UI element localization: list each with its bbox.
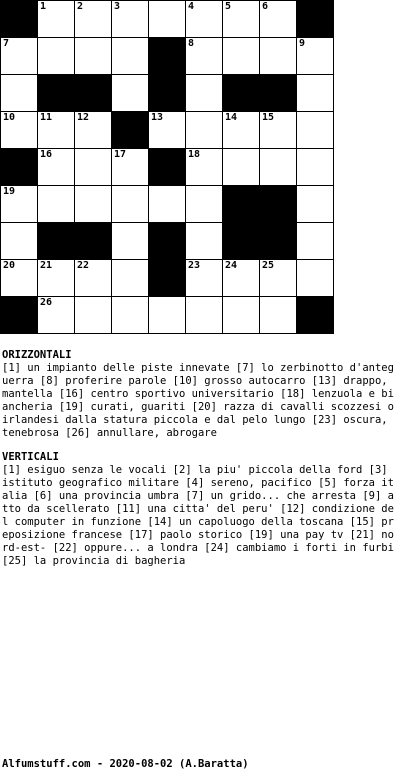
grid-cell[interactable] <box>222 296 260 334</box>
block-cell <box>148 222 186 260</box>
block-cell <box>296 0 334 38</box>
grid-cell[interactable] <box>222 37 260 75</box>
grid-cell[interactable] <box>111 185 149 223</box>
grid-cell[interactable] <box>37 185 75 223</box>
grid-cell[interactable] <box>222 148 260 186</box>
block-cell <box>111 111 149 149</box>
grid-cell[interactable] <box>111 74 149 112</box>
grid-cell[interactable] <box>74 111 112 149</box>
grid-cell[interactable] <box>0 259 38 297</box>
grid-cell[interactable] <box>111 37 149 75</box>
grid-cell[interactable] <box>296 111 334 149</box>
grid-cell[interactable] <box>0 222 38 260</box>
clue-number: 6 <box>262 1 269 12</box>
clue-number: 2 <box>77 1 84 12</box>
block-cell <box>296 296 334 334</box>
grid-cell[interactable] <box>185 185 223 223</box>
clue-number: 4 <box>188 1 195 12</box>
grid-cell[interactable] <box>148 111 186 149</box>
grid-cell[interactable] <box>74 148 112 186</box>
clue-number: 1 <box>40 1 47 12</box>
clue-number: 16 <box>40 149 53 160</box>
grid-cell[interactable] <box>259 259 297 297</box>
grid-cell[interactable] <box>74 296 112 334</box>
clue-number: 20 <box>3 260 16 271</box>
grid-cell[interactable] <box>296 148 334 186</box>
clue-number: 7 <box>3 38 10 49</box>
grid-cell[interactable] <box>0 37 38 75</box>
grid-cell[interactable] <box>296 259 334 297</box>
block-cell <box>74 74 112 112</box>
grid-cell[interactable] <box>37 296 75 334</box>
block-cell <box>37 222 75 260</box>
clue-number: 24 <box>225 260 238 271</box>
block-cell <box>259 74 297 112</box>
grid-cell[interactable] <box>37 111 75 149</box>
grid-cell[interactable] <box>37 148 75 186</box>
grid-cell[interactable] <box>185 0 223 38</box>
across-clues: [1] un impianto delle piste innevate [7] lo zerbinotto d'anteguerra [8] proferire parole [10] grosso autocarro [13] drappo, mantella [16] centro sportivo universitario [18] lenzuola e biancheria [19] curati, guariti [20] razza di cavalli scozzesi o irlandesi dalla statura piccola e dal pelo lungo [23] oscura, tenebrosa [26] annullare, abrogare <box>2 362 400 439</box>
grid-cell[interactable] <box>74 0 112 38</box>
grid-cell[interactable] <box>148 185 186 223</box>
grid-cell[interactable] <box>185 148 223 186</box>
grid-cell[interactable] <box>111 222 149 260</box>
block-cell <box>148 74 186 112</box>
clue-number: 3 <box>114 1 121 12</box>
grid-cell[interactable] <box>111 0 149 38</box>
block-cell <box>74 222 112 260</box>
clue-number: 13 <box>151 112 164 123</box>
grid-cell[interactable] <box>185 74 223 112</box>
grid-cell[interactable] <box>296 37 334 75</box>
clue-number: 9 <box>299 38 306 49</box>
grid-cell[interactable] <box>222 0 260 38</box>
block-cell <box>0 296 38 334</box>
clue-number: 11 <box>40 112 53 123</box>
grid-cell[interactable] <box>111 296 149 334</box>
clue-number: 18 <box>188 149 201 160</box>
grid-cell[interactable] <box>148 296 186 334</box>
grid-cell[interactable] <box>0 185 38 223</box>
clue-number: 14 <box>225 112 238 123</box>
grid-cell[interactable] <box>259 148 297 186</box>
grid-cell[interactable] <box>111 259 149 297</box>
grid-cell[interactable] <box>185 222 223 260</box>
clue-number: 25 <box>262 260 275 271</box>
block-cell <box>222 74 260 112</box>
grid-cell[interactable] <box>222 259 260 297</box>
clue-number: 23 <box>188 260 201 271</box>
clue-number: 12 <box>77 112 90 123</box>
grid-cell[interactable] <box>259 0 297 38</box>
grid-cell[interactable] <box>0 74 38 112</box>
grid-cell[interactable] <box>0 111 38 149</box>
clue-number: 26 <box>40 297 53 308</box>
block-cell <box>0 0 38 38</box>
grid-cell[interactable] <box>37 0 75 38</box>
grid-cell[interactable] <box>185 296 223 334</box>
down-clues: [1] esiguo senza le vocali [2] la piu' piccola della ford [3] istituto geografico militare [4] sereno, pacifico [5] forza italia [6] una provincia umbra [7] un grido... che arresta [9] atto da scellerato [11] una citta' del peru' [12] condizione del computer in funzione [14] un capoluogo della toscana [15] preposizione francese [17] paolo storico [19] una pay tv [21] nord-est- [22] oppure... a londra [24] cambiamo i forti in furbi [25] la provincia di bagheria <box>2 464 400 567</box>
block-cell <box>148 148 186 186</box>
block-cell <box>37 74 75 112</box>
clue-number: 5 <box>225 1 232 12</box>
clue-number: 17 <box>114 149 127 160</box>
grid-cell[interactable] <box>259 296 297 334</box>
grid-cell[interactable] <box>296 222 334 260</box>
footer-credit: Alfumstuff.com - 2020-08-02 (A.Baratta) <box>2 758 249 770</box>
grid-cell[interactable] <box>222 111 260 149</box>
clue-number: 19 <box>3 186 16 197</box>
grid-cell[interactable] <box>148 0 186 38</box>
grid-cell[interactable] <box>74 259 112 297</box>
grid-cell[interactable] <box>74 185 112 223</box>
clue-number: 21 <box>40 260 53 271</box>
grid-cell[interactable] <box>259 111 297 149</box>
grid-cell[interactable] <box>74 37 112 75</box>
block-cell <box>259 222 297 260</box>
down-heading: VERTICALI <box>2 451 59 463</box>
clue-number: 15 <box>262 112 275 123</box>
grid-cell[interactable] <box>185 111 223 149</box>
clue-number: 10 <box>3 112 16 123</box>
across-heading: ORIZZONTALI <box>2 349 72 361</box>
grid-cell[interactable] <box>296 74 334 112</box>
block-cell <box>222 222 260 260</box>
clue-number: 22 <box>77 260 90 271</box>
block-cell <box>222 185 260 223</box>
grid-cell[interactable] <box>111 148 149 186</box>
clue-number: 8 <box>188 38 195 49</box>
grid-cell[interactable] <box>37 37 75 75</box>
crossword-grid <box>0 0 334 334</box>
block-cell <box>259 185 297 223</box>
block-cell <box>148 259 186 297</box>
grid-cell[interactable] <box>37 259 75 297</box>
grid-cell[interactable] <box>185 259 223 297</box>
block-cell <box>148 37 186 75</box>
grid-cell[interactable] <box>296 185 334 223</box>
block-cell <box>0 148 38 186</box>
grid-cell[interactable] <box>185 37 223 75</box>
grid-cell[interactable] <box>259 37 297 75</box>
